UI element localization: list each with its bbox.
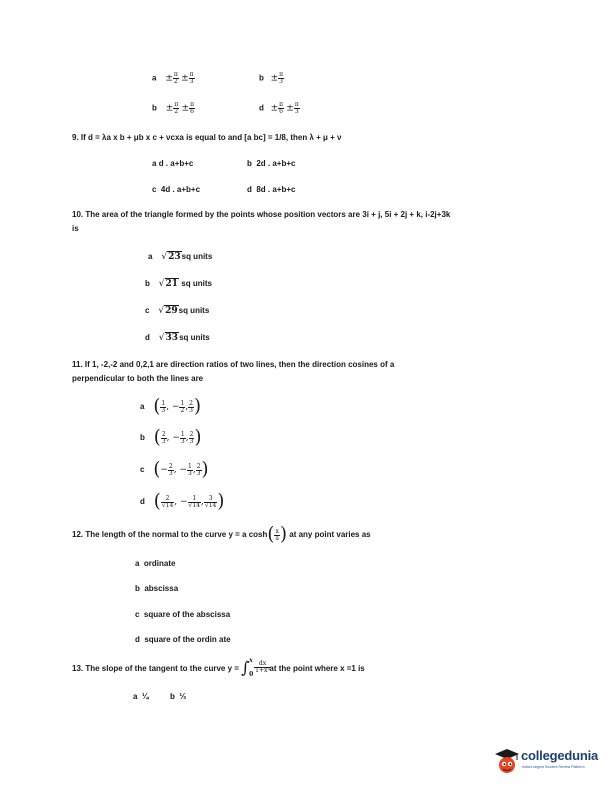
q11-option-c: c (− $\frac{2}{3}$ , − $\frac{1}{3}$ , $\frac{2}{3}$ ) — [140, 458, 209, 481]
q13-question: 13. The slope of the tangent to the curve y = ∫ x 0 $\frac{dx}{\text{1+x³}}$ at the point where x =1 is — [72, 657, 365, 678]
q10-option-b: b √21 sq units — [145, 279, 212, 289]
q11-option-b: b ( $\frac{2}{3}$ , − $\frac{1}{3}$ , $\frac{2}{3}$ ) — [140, 426, 202, 449]
collegedunia-logo — [493, 746, 605, 778]
q9-option-b: b 2d . a+b+c — [247, 159, 296, 168]
brand-tagline: India's largest Student Review Platform — [522, 765, 585, 769]
q12-option-b: b abscissa — [135, 584, 179, 593]
q10-option-a: a √23sq units — [148, 252, 213, 262]
integral-lower-limit: 0 — [249, 671, 254, 678]
integral-upper-limit: x — [249, 657, 253, 664]
q10-option-d: d √33sq units — [145, 333, 210, 343]
q13-option-b: b ⅓ — [170, 692, 187, 701]
q10-question-line2: is — [72, 224, 79, 233]
q11-question-line2: perpendicular to both the lines are — [72, 374, 204, 383]
q13-option-a: a ¼ — [133, 692, 149, 701]
q8-option-b-right: b ± $\frac{\pi}{3}$ — [259, 71, 284, 85]
q9-option-d: d 8d . a+b+c — [247, 185, 296, 194]
q9-question: 9. If d = λa x b + μb x c + νcxa is equal to and [a bc] = 1/8, then λ + μ + ν — [72, 133, 342, 142]
q11-option-a: a ( $\frac{1}{3}$ , − $\frac{1}{2}$ , $\frac{2}{3}$ ) — [140, 395, 202, 418]
q8-option-b: b ± $\frac{\pi}{2}$ ± $\frac{\pi}{6}$ — [152, 101, 195, 115]
q8-option-a: a ± $\frac{\pi}{2}$ ± $\frac{\pi}{3}$ — [152, 71, 194, 85]
q11-option-d: d ( $\frac{2}{√14}$ , − $\frac{1}{√14}$ , $\frac{3}{√14}$ ) — [140, 490, 225, 513]
q8-option-d: d ± $\frac{\pi}{6}$ ± $\frac{\pi}{3}$ — [259, 101, 299, 115]
integral-sign: ∫ — [241, 658, 250, 677]
brand-name: collegedunia — [521, 748, 599, 763]
q12-option-a: a ordinate — [135, 559, 176, 568]
q12-question: 12. The length of the normal to the curve y = a cosh( $\frac{x}{a}$ ) at any point varies as — [72, 523, 371, 546]
q9-option-a: a d . a+b+c — [152, 159, 194, 168]
q9-option-c: c 4d . a+b+c — [152, 185, 201, 194]
q12-option-d: d square of the ordin ate — [135, 635, 231, 644]
q10-option-c: c √29sq units — [145, 306, 210, 316]
q11-question-line1: 11. If 1, -2,-2 and 0,2,1 are direction ratios of two lines, then the direction cosines of a — [72, 360, 395, 369]
q10-question-line1: 10. The area of the triangle formed by the points whose position vectors are 3i + j, 5i + 2j + k, i-2j+3k — [72, 210, 451, 219]
graduation-mascot-icon — [493, 746, 521, 776]
q12-option-c: c square of the abscissa — [135, 610, 231, 619]
